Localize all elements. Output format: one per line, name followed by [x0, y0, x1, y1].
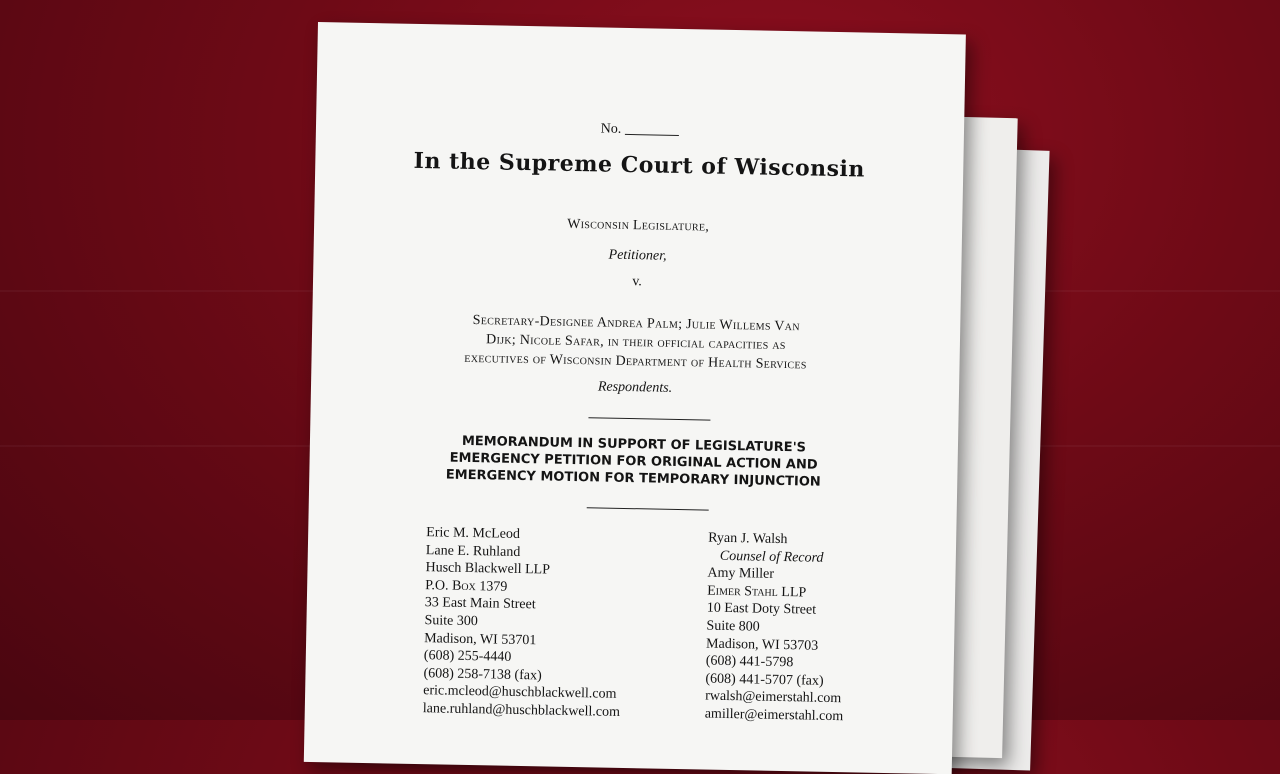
- memo-title-line: EMERGENCY MOTION FOR TEMPORARY INJUNCTION: [445, 467, 821, 490]
- document-page: [304, 22, 966, 774]
- counsel-right-line: 10 East Doty Street: [706, 600, 817, 619]
- memo-title-line: MEMORANDUM IN SUPPORT OF LEGISLATURE'S: [461, 433, 807, 456]
- respondents-line: Secretary-Designee Andrea Palm; Julie Willems Van: [472, 313, 800, 335]
- respondents-role: Respondents.: [597, 379, 673, 396]
- respondents-line: Dijk; Nicole Safar, in their official capacities as: [485, 332, 786, 354]
- counsel-right-line: (608) 441-5798: [705, 653, 794, 671]
- divider-rule: [587, 507, 709, 510]
- counsel-right-line: Madison, WI 53703: [705, 636, 819, 654]
- counsel-right-line: (608) 441-5707 (fax): [705, 671, 824, 689]
- divider-rule: [588, 417, 710, 420]
- petitioner-name: Wisconsin Legislature,: [566, 216, 710, 235]
- counsel-right-line: Eimer Stahl LLP: [707, 583, 807, 601]
- counsel-left-line: Madison, WI 53701: [424, 630, 537, 648]
- counsel-left-line: 33 East Main Street: [424, 595, 536, 613]
- court-title: In the Supreme Court of Wisconsin: [413, 147, 866, 183]
- counsel-left-line: (608) 255-4440: [423, 648, 512, 665]
- counsel-left-email: eric.mcleod@huschblackwell.com: [423, 683, 617, 703]
- counsel-right-line: Ryan J. Walsh: [708, 530, 788, 548]
- counsel-right-block: [705, 530, 847, 726]
- case-number: [316, 116, 964, 144]
- counsel-right-line: Counsel of Record: [719, 548, 824, 566]
- case-number-label: No.: [600, 121, 622, 137]
- counsel-left-line: Eric M. McLeod: [426, 525, 521, 542]
- counsel-left-line: (608) 258-7138 (fax): [423, 665, 542, 684]
- counsel-left-block: [423, 524, 624, 721]
- versus: v.: [632, 274, 643, 290]
- counsel-left-line: Lane E. Ruhland: [425, 542, 521, 560]
- counsel-right-email: amiller@eimerstahl.com: [704, 706, 844, 725]
- counsel-right-email: rwalsh@eimerstahl.com: [704, 688, 842, 707]
- counsel-left-line: Suite 300: [424, 613, 478, 630]
- counsel-left-email: lane.ruhland@huschblackwell.com: [422, 701, 621, 720]
- counsel-left-line: P.O. Box 1379: [425, 577, 508, 595]
- petitioner-role: Petitioner,: [608, 247, 667, 264]
- respondents-line: executives of Wisconsin Department of Health Services: [464, 350, 807, 373]
- case-number-blank: [625, 134, 679, 136]
- counsel-right-line: Amy Miller: [707, 565, 775, 583]
- memo-title-line: EMERGENCY PETITION FOR ORIGINAL ACTION AND: [449, 450, 818, 473]
- counsel-right-line: Suite 800: [706, 618, 760, 635]
- counsel-left-line: Husch Blackwell LLP: [425, 560, 551, 578]
